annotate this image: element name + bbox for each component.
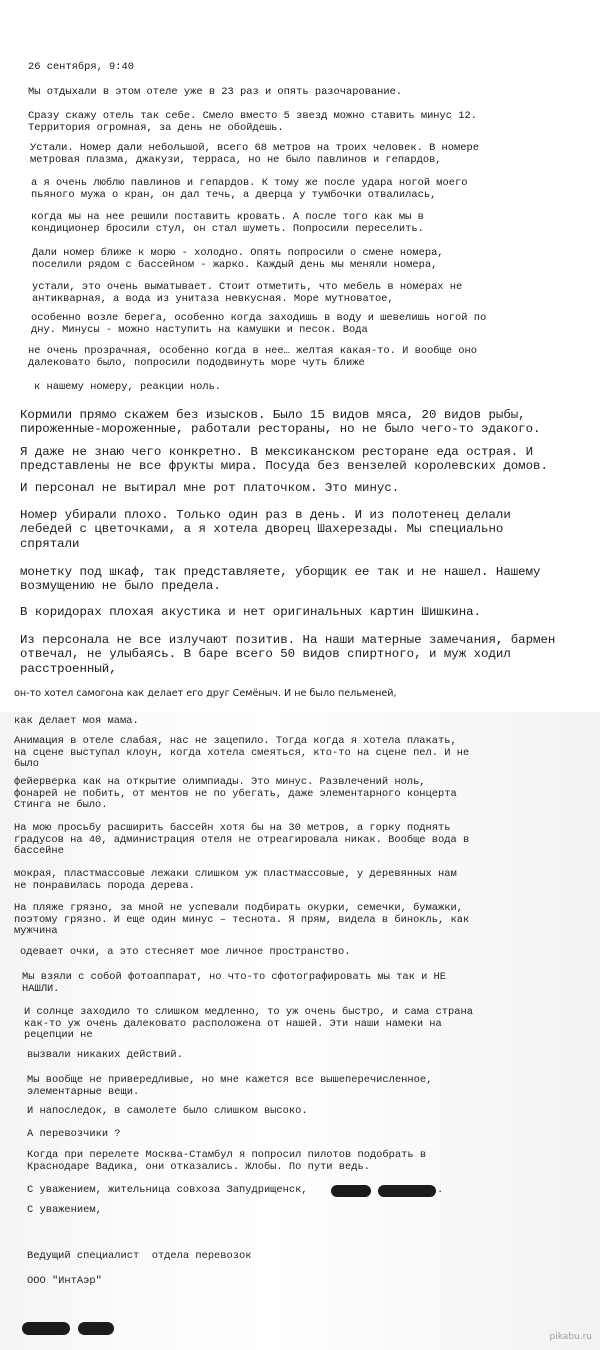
paragraph (34, 382, 221, 394)
text-line: пироженные-мороженные, работали рестораны, но не было чего-то эдакого. (20, 422, 541, 437)
paragraph (14, 736, 469, 771)
signature-period (437, 1185, 443, 1197)
text-line: В коридорах плохая акустика и нет оригинальных картин Шишкина. (20, 605, 482, 619)
text-line: поселили рядом с бассейном - жарко. Каждый день мы меняли номера, (32, 258, 438, 271)
text-line: Номер убирали плохо. Только один раз в день. И из полотенец делали (20, 508, 511, 522)
text-line: Мы вообще не привередливые, но мне кажется все вышеперечисленное, (27, 1074, 433, 1086)
text-line: одевает очки, а это стесняет мое личное пространство. (20, 946, 351, 958)
text-line: Мы отдыхали в этом отеле уже в 23 раз и опять разочарование. (28, 86, 403, 98)
text-line: На мою просьбу расширить бассейн хотя бы на 30 метров, а горку поднять (14, 822, 451, 834)
text-line: Стинга не было. (14, 799, 108, 812)
paragraph (14, 869, 457, 892)
paragraph (20, 565, 541, 594)
paragraph (14, 777, 457, 812)
redacted-signature-1 (22, 1322, 70, 1335)
text-line: элементарные вещи. (27, 1085, 140, 1098)
text-line: устали, это очень выматывает. Стоит отметить, что мебель в номерах не (32, 281, 463, 293)
text-line: а я очень люблю павлинов и гепардов. К тому же после удара ногой моего (31, 177, 468, 189)
text-line: На пляже грязно, за мной не успевали подбирать окурки, семечки, бумажки, (14, 902, 463, 914)
text-line: монетку под шкаф, так представляете, уборщик ее так и не нашел. Нашему (20, 565, 541, 579)
redacted-name-1 (331, 1185, 371, 1197)
text-line: когда мы на нее решили поставить кровать. А после того как мы в (31, 211, 424, 223)
text-line: И персонал не вытирал мне рот платочком. Это минус. (20, 481, 400, 495)
text-line: И солнце заходило то слишком медленно, то уж очень быстро, и сама страна (24, 1006, 473, 1018)
paragraph (14, 688, 397, 700)
text-line: как-то уж очень далековато расположена от нашей. Эти наши намеки на (24, 1017, 442, 1030)
paragraph (32, 282, 462, 305)
text-line: антикварная, а вода из унитаза невкусная. Море мутноватое, (32, 292, 394, 305)
text-line: спрятали (20, 536, 80, 551)
text-line: . (437, 1184, 444, 1196)
text-line: градусов на 40, администрация отеля не отреагировала никак. Вообще вода в (14, 833, 470, 846)
paragraph (31, 178, 467, 201)
closing-line (27, 1205, 102, 1217)
text-line: поэтому грязно. И еще один минус – теснота. Я прям, видела в бинокль, как (14, 913, 470, 926)
text-line: к нашему номеру, реакции ноль. (34, 381, 222, 393)
text-line: Я даже не знаю чего конкретно. В мексиканском ресторане еда острая. И (20, 445, 534, 459)
text-line: мужчина (14, 925, 58, 938)
paragraph (30, 143, 479, 166)
text-line: 26 сентября, 9:40 (28, 61, 135, 73)
paragraph (27, 1150, 426, 1173)
signature-line (27, 1185, 308, 1197)
text-line: Краснодаре Вадика, они отказались. Жлобы. По пути ведь. (27, 1160, 370, 1173)
text-line: представлены не все фрукты мира. Посуда без вензелей королевских домов. (20, 459, 548, 474)
text-line: как делает моя мама. (14, 715, 139, 727)
text-line: Из персонала не все излучают позитив. На наши матерные замечания, бармен (20, 633, 556, 647)
text-line: на сцене выступал клоун, когда хотела смеяться, кто-то на сцене пел. И не (14, 746, 470, 759)
company-name (27, 1276, 102, 1288)
paragraph (28, 111, 477, 134)
paragraph (31, 212, 424, 235)
paragraph (31, 313, 486, 336)
text-line: Территория огромная, за день не обойдешь. (28, 121, 284, 134)
text-line: рецепции не (24, 1029, 93, 1042)
text-line: Дали номер ближе к морю - холодно. Опять попросили о смене номера, (32, 247, 444, 259)
text-line: Кормили прямо скажем без изысков. Было 15 видов мяса, 20 видов рыбы, (20, 408, 526, 422)
text-line: Сразу скажу отель так себе. Смело вместо 5 звезд можно ставить минус 12. (28, 110, 477, 122)
paragraph (20, 408, 541, 437)
text-line: Ведущий специалист отдела перевозок (27, 1250, 252, 1262)
text-line: Мы взяли с собой фотоаппарат, но что-то сфотографировать мы так и НЕ (22, 971, 447, 983)
redacted-signature-2 (78, 1322, 114, 1335)
text-line: Когда при перелете Москва-Стамбул я попросил пилотов подобрать в (27, 1149, 427, 1161)
signer-title (27, 1251, 251, 1263)
paragraph (27, 1050, 183, 1062)
text-line: он-то хотел самогона как делает его друг Семёныч. И не было пельменей, (14, 688, 397, 699)
text-line: Анимация в отеле слабая, нас не зацепило. Тогда когда я хотела плакать, (14, 735, 457, 747)
text-line: ООО "ИнтАэр" (27, 1275, 102, 1287)
paragraph (20, 445, 548, 474)
text-line: вызвали никаких действий. (27, 1049, 183, 1061)
paragraph (20, 947, 350, 959)
text-line: далековато было, попросили пододвинуть море чуть ближе (28, 356, 365, 369)
redacted-name-2 (378, 1185, 436, 1197)
text-line: отвечал, не улыбаясь. В баре всего 50 видов спиртного, и муж ходил (20, 647, 511, 662)
paragraph (27, 1106, 308, 1118)
paragraph (28, 87, 402, 99)
text-line: С уважением, (27, 1204, 102, 1216)
text-line: не очень прозрачная, особенно когда в нее… желтая какая-то. И вообще оно (28, 345, 477, 357)
paragraph (20, 508, 511, 551)
paragraph (20, 605, 481, 619)
paragraph (27, 1129, 121, 1141)
text-line: дну. Минусы - можно наступить на камушки и песок. Вода (31, 323, 368, 336)
text-line: И напоследок, в самолете было слишком высоко. (27, 1105, 308, 1117)
text-line: бассейне (14, 845, 64, 858)
text-line: пьяного мужа о кран, он дал течь, а дверца у тумбочки отвалилась, (31, 188, 437, 201)
paragraph (24, 1007, 473, 1042)
date-line (28, 62, 134, 74)
text-line: мокрая, пластмассовые лежаки слишком уж пластмассовые, у деревянных нам (14, 868, 457, 880)
text-line: было (14, 758, 39, 771)
text-line: особенно возле берега, особенно когда заходишь в воду и шевелишь ногой по (31, 312, 487, 324)
text-line: метровая плазма, джакузи, терраса, но не было павлинов и гепардов, (30, 153, 442, 166)
text-line: А перевозчики ? (27, 1128, 121, 1140)
text-line: лебедей с цветочками, а я хотела дворец Шахерезады. Мы специально (20, 522, 504, 537)
paragraph (14, 716, 139, 728)
text-line: фейерверка как на открытие олимпиады. Это минус. Развлечений ноль, (14, 776, 426, 788)
paragraph (20, 481, 399, 495)
text-line: фонарей не побить, от ментов не по убегать, даже элементарного концерта (14, 787, 457, 800)
text-line: кондиционер бросили стул, он стал шуметь. Попросили переселить. (31, 222, 424, 235)
paragraph (22, 972, 446, 995)
paragraph (20, 633, 555, 676)
paragraph (14, 823, 469, 858)
paragraph (14, 903, 469, 938)
text-line: не понравилась порода дерева. (14, 879, 195, 892)
text-line: расстроенный, (20, 661, 117, 676)
paragraph (28, 346, 477, 369)
text-line: С уважением, жительница совхоза Запудрищенск, (27, 1184, 308, 1196)
paragraph (32, 248, 444, 271)
paragraph (27, 1075, 432, 1098)
text-line: возмущению не было предела. (20, 579, 221, 594)
site-watermark: pikabu.ru (549, 1332, 592, 1342)
text-line: НАШЛИ. (22, 982, 60, 995)
text-line: Устали. Номер дали небольшой, всего 68 метров на троих человек. В номере (30, 142, 479, 154)
